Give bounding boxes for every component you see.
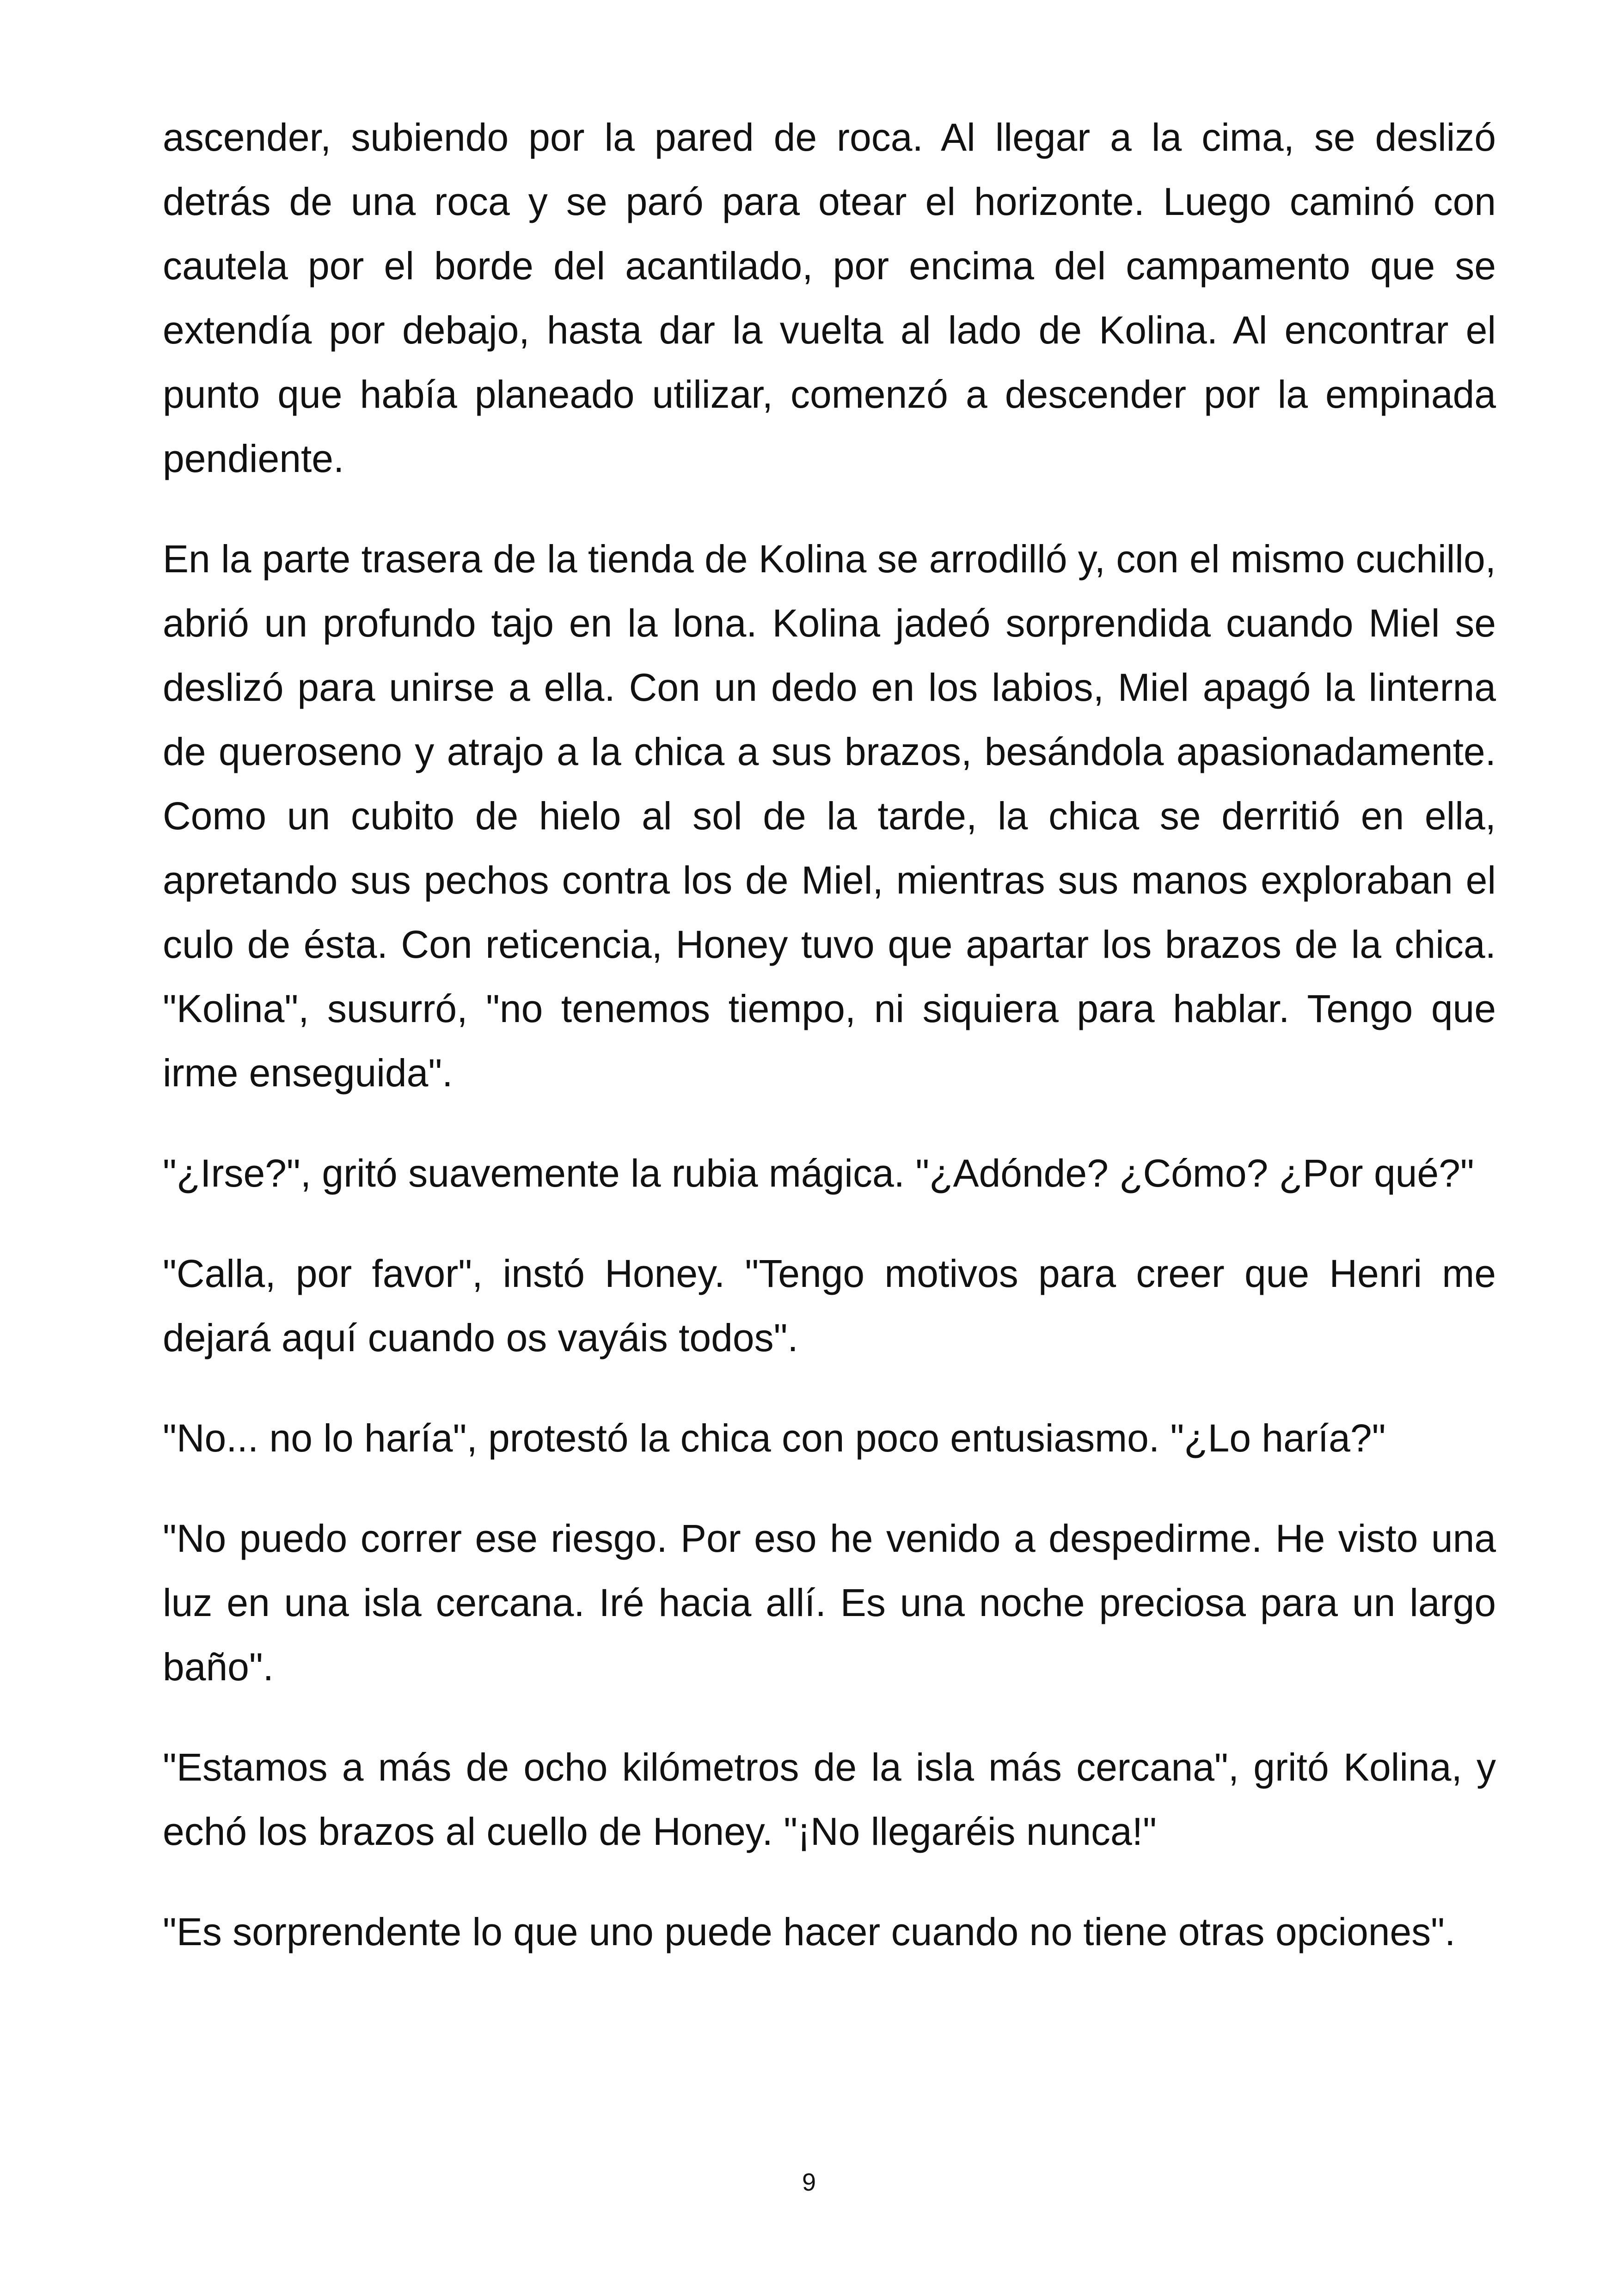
paragraph-1: ascender, subiendo por la pared de roca. Al llegar a la cima, se deslizó detrás de una roca y se paró para otear el horizonte. Luego caminó con cautela por el borde del acantilado, por encima del campamento que se extendía por debajo, hasta dar la vuelta al lado de Kolina. Al encontrar el punto que había planeado utilizar, comenzó a descender por la empinada pendiente.	[163, 116, 1496, 480]
paragraph-3: "¿Irse?", gritó suavemente la rubia mágica. "¿Adónde? ¿Cómo? ¿Por qué?"	[163, 1151, 1474, 1195]
paragraph-4: "Calla, por favor", instó Honey. "Tengo motivos para creer que Henri me dejará aquí cuando os vayáis todos".	[163, 1252, 1496, 1359]
page-number: 9	[802, 2168, 816, 2196]
paragraph-2: En la parte trasera de la tienda de Kolina se arrodilló y, con el mismo cuchillo, abrió un profundo tajo en la lona. Kolina jadeó sorprendida cuando Miel se deslizó para unirse a ella. Con un dedo en los labios, Miel apagó la linterna de queroseno y atrajo a la chica a sus brazos, besándola apasionadamente. Como un cubito de hielo al sol de la tarde, la chica se derritió en ella, apretando sus pechos contra los de Miel, mientras sus manos exploraban el culo de ésta. Con reticencia, Honey tuvo que apartar los brazos de la chica. "Kolina", susurró, "no tenemos tiempo, ni siquiera para hablar. Tengo que irme enseguida".	[163, 537, 1496, 1095]
paragraph-6: "No puedo correr ese riesgo. Por eso he venido a despedirme. He visto una luz en una isla cercana. Iré hacia allí. Es una noche preciosa para un largo baño".	[163, 1517, 1496, 1689]
paragraph-8: "Es sorprendente lo que uno puede hacer cuando no tiene otras opciones".	[163, 1910, 1456, 1953]
paragraph-7: "Estamos a más de ocho kilómetros de la isla más cercana", gritó Kolina, y echó los brazos al cuello de Honey. "¡No llegaréis nunca!"	[163, 1745, 1496, 1853]
paragraph-5: "No... no lo haría", protestó la chica con poco entusiasmo. "¿Lo haría?"	[163, 1416, 1386, 1460]
body-text	[163, 105, 1496, 2000]
